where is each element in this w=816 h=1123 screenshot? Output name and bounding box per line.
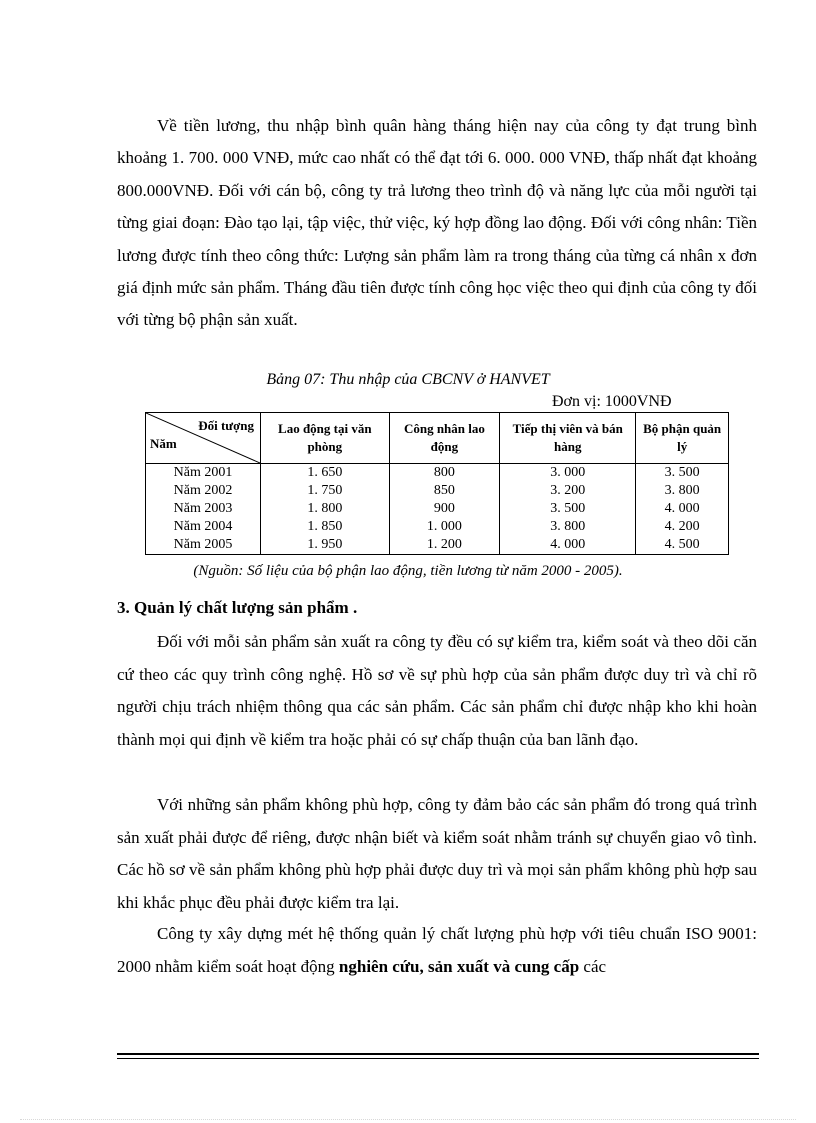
income-table [145,412,729,555]
table-cell: 1. 650 [261,464,390,483]
paragraph-iso-end: các [579,956,607,976]
paragraph-quality-control: Đối với mỗi sản phẩm sản xuất ra công ty đều có sự kiểm tra, kiểm soát và theo dõi căn cứ theo các quy trình công nghệ. Hồ sơ về sự phù hợp của sản phẩm được duy trì và chỉ rõ người chịu trách nhiệm thông qua các sản phẩm. Các sản phẩm chỉ được nhập kho khi hoàn thành mọi qui định về kiểm tra hoặc phải có sự chấp thuận của ban lãnh đạo. [117,632,757,749]
table-cell: 4. 000 [500,536,636,555]
table-cell: 3. 800 [500,518,636,536]
table-cell-year: Năm 2004 [146,518,261,536]
table-cell: 3. 200 [500,482,636,500]
table-cell-year: Năm 2005 [146,536,261,555]
table-row [146,518,729,536]
header-col-workers: Công nhân lao động [389,413,500,464]
table-cell: 4. 200 [636,518,729,536]
table-cell-year: Năm 2003 [146,500,261,518]
paragraph-salary: Về tiền lương, thu nhập bình quân hàng tháng hiện nay của công ty đạt trung bình khoảng 1. 700. 000 VNĐ, mức cao nhất có thể đạt tới 6. 000. 000 VNĐ, thấp nhất đạt khoảng 800.000VNĐ. Đối với cán bộ, công ty trả lương theo trình độ và năng lực của mỗi người tại từng giai đoạn: Đào tạo lại, tập việc, thử việc, ký hợp đồng lao động. Đối với công nhân: Tiền lương được tính theo công thức: Lượng sản phẩm làm ra trong tháng của từng cá nhân x đơn giá định mức sản phẩm. Tháng đầu tiên được tính công học việc theo qui định của công ty đối với từng bộ phận sản xuất. [117,116,757,330]
table-row [146,536,729,555]
footer-rule [117,1053,759,1059]
header-year-label: Năm [150,436,177,451]
table-cell: 1. 000 [389,518,500,536]
header-col-sales: Tiếp thị viên và bán hàng [500,413,636,464]
table-cell: 1. 950 [261,536,390,555]
table-cell: 3. 800 [636,482,729,500]
table-cell: 900 [389,500,500,518]
header-subject-label: Đối tượng [198,418,254,433]
header-col-management: Bộ phận quản lý [636,413,729,464]
table-cell: 3. 000 [500,464,636,483]
table-cell: 800 [389,464,500,483]
table-cell-year: Năm 2001 [146,464,261,483]
section-heading: 3. Quản lý chất lượng sản phẩm . [117,598,358,617]
paragraph-nonconforming: Với những sản phẩm không phù hợp, công ty đảm bảo các sản phẩm đó trong quá trình sản xuất phải được để riêng, được nhận biết và kiểm soát nhằm tránh sự chuyển giao vô tình. Các hồ sơ về sản phẩm không phù hợp phải được duy trì và mọi sản phẩm không phù hợp sau khi khắc phục đều phải được kiểm tra lại. [117,795,757,912]
table-cell-year: Năm 2002 [146,482,261,500]
table-cell: 1. 200 [389,536,500,555]
table-unit: Đơn vị: 1000VNĐ [552,393,672,410]
table-cell: 4. 000 [636,500,729,518]
table-cell: 3. 500 [636,464,729,483]
table-row [146,500,729,518]
page-bottom-dotted-line [20,1119,796,1120]
diagonal-header-cell [146,413,261,464]
table-cell: 1. 750 [261,482,390,500]
paragraph-iso-bold: nghiên cứu, sản xuất và cung cấp [338,956,580,976]
table-caption: Bảng 07: Thu nhập của CBCNV ở HANVET [266,371,550,388]
table-cell: 1. 850 [261,518,390,536]
table-cell: 1. 800 [261,500,390,518]
table-row [146,464,729,483]
table-row [146,482,729,500]
paragraph-iso [117,918,757,983]
header-col-office: Lao động tại văn phòng [261,413,390,464]
table-source-note: (Nguồn: Số liệu của bộ phận lao động, tiền lương từ năm 2000 - 2005). [193,563,623,579]
paragraph-iso-text: Công ty xây dựng mét hệ thống quản lý chất lượng phù hợp với tiêu chuẩn ISO 9001: 2000 nhằm kiểm soát hoạt động [117,924,757,976]
table-cell: 4. 500 [636,536,729,555]
table-cell: 850 [389,482,500,500]
table-header-row [146,413,729,464]
table-cell: 3. 500 [500,500,636,518]
